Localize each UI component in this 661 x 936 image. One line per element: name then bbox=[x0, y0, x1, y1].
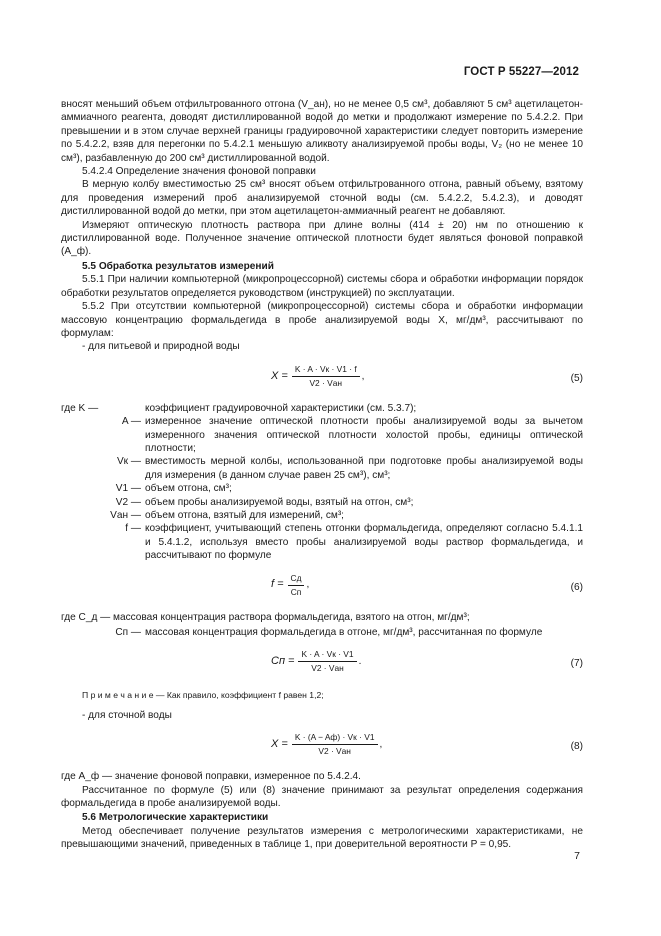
formula-5: X = $\frac{K \cdot A \cdot Vк \cdot V1 \cdot f}{\text{V2 · Vан}}$ , (5) bbox=[271, 363, 583, 388]
definitions-list bbox=[61, 402, 583, 563]
formula-fraction bbox=[292, 364, 360, 389]
list-item: - для питьевой и природной воды bbox=[82, 341, 240, 353]
formula-7: Cп = $\frac{K \cdot A \cdot Vк \cdot V1}{\text{V2 · Vан}}$ . (7) bbox=[271, 649, 583, 674]
definition-item: A — измеренное значение оптической плотности пробы анализируемой воды за вычетом измеренного значения оптической плотности холостой пробы, единицы оптической плотности; bbox=[121, 416, 583, 454]
formula-number: (5) bbox=[570, 372, 583, 384]
formula-lhs: f = bbox=[271, 578, 284, 591]
subsection-title: 5.4.2.4 Определение значения фоновой поправки bbox=[82, 166, 316, 178]
definition-lead: где C_д — массовая концентрация раствора формальдегида, взятого на отгон, мг/дм³; bbox=[61, 611, 470, 623]
page-number: 7 bbox=[574, 850, 580, 862]
formula-denominator: Cп bbox=[290, 586, 302, 597]
definition-item: где K — коэффициент градуировочной характеристики (см. 5.3.7); bbox=[61, 402, 417, 414]
formula-fraction bbox=[292, 732, 378, 757]
definition-lead: где A_ф — значение фоновой поправки, измеренное по 5.4.2.4. bbox=[61, 771, 361, 783]
definitions-list bbox=[61, 626, 583, 639]
formula-number: (6) bbox=[570, 581, 583, 593]
paragraph: вносят меньший объем отфильтрованного отгона (V_ан), но не менее 0,5 см³, добавляют 5 см³ ацетилацетон-аммиачного реагента, доводят дистиллированной водой до метки и продолжают измерение по 5.4.2.2. При превышении и в этом случае верхней границы градуировочной характеристики следует повторить измерение по 5.4.2.2, взяв для перегонки по 5.4.2.1 меньшую аликвоту анализируемой пробы воды, V₂ (но не менее 10 см³), разбавленную до 200 см³ дистиллированной водой. bbox=[61, 99, 583, 164]
definition-item: Vан — объем отгона, взятый для измерений, см³; bbox=[110, 509, 344, 521]
formula-6: f = $\frac{Cд}{Cп}$ , (6) bbox=[271, 572, 583, 597]
definition-item: f — коэффициент, учитывающий степень отгонки формальдегида, определяют согласно 5.4.1.1 и 5.4.1.2, используя вместо пробы анализируемой воды раствор формальдегида, и рассчитывают по формуле bbox=[125, 523, 583, 562]
paragraph: Метод обеспечивает получение результатов измерения с метрологическими характеристиками, не превышающими значений, приведенных в таблице 1, при доверительной вероятности P = 0,95. bbox=[61, 825, 583, 851]
formula-denominator: V2 · Vан bbox=[311, 663, 344, 674]
paragraph: В мерную колбу вместимостью 25 см³ вносят объем отфильтрованного отгона, равный объему, взятому для проведения измерений проб анализируемой сточной воды (см. 5.4.2.2, 5.4.2.3), и доводят дистиллированной водой до метки, при этом ацетилацетон-аммиачный реагент не добавляют. bbox=[61, 179, 583, 218]
formula-denominator: V2 · Vан bbox=[318, 746, 351, 757]
note: П р и м е ч а н и е — Как правило, коэффициент f равен 1,2; bbox=[82, 690, 324, 701]
formula-numerator: K · (A − Aф) · Vк · V1 bbox=[292, 732, 378, 745]
formula-number: (7) bbox=[570, 658, 583, 670]
list-item: - для сточной воды bbox=[82, 709, 172, 721]
formula-8: X = $\frac{K \cdot (A - Aф) \cdot Vк \cdot V1}{\text{V2 · Vан}}$ , (8) bbox=[271, 732, 583, 757]
paragraph: 5.5.1 При наличии компьютерной (микропроцессорной) системы сбора и обработки информации порядок обработки результатов определяется руководством (инструкцией) по эксплуатации. bbox=[61, 274, 583, 299]
section-heading: 5.5 Обработка результатов измерений bbox=[82, 260, 274, 272]
formula-fraction bbox=[288, 573, 305, 598]
definition-item: Cп — массовая концентрация формальдегида в отгоне, мг/дм³, рассчитанная по формуле bbox=[115, 627, 543, 638]
definition-item: Vк — вместимость мерной колбы, использованной при подготовке пробы анализируемой воды для измерения (в данном случае равен 25 см³), см³; bbox=[116, 456, 583, 481]
section-heading: 5.6 Метрологические характеристики bbox=[82, 812, 269, 824]
formula-lhs: X = bbox=[271, 369, 288, 382]
formula-denominator: V2 · Vан bbox=[309, 377, 343, 388]
formula-lhs: X = bbox=[271, 738, 288, 751]
paragraph: Измеряют оптическую плотность раствора при длине волны (414 ± 20) нм по отношению к дистиллированной воде. Полученное значение оптической плотности будет являться фоновой поправкой (A_ф). bbox=[61, 219, 583, 258]
definition-item: V1 — объем отгона, см³; bbox=[115, 483, 232, 495]
formula-numerator: K · A · Vк · V1 bbox=[298, 649, 356, 662]
formula-fraction bbox=[298, 649, 356, 674]
paragraph: Рассчитанное по формуле (5) или (8) значение принимают за результат определения содержания формальдегида в пробе анализируемой воды. bbox=[61, 784, 583, 810]
definition-item: V2 — объем пробы анализируемой воды, взятый на отгон, см³; bbox=[115, 496, 414, 508]
formula-lhs: Cп = bbox=[271, 655, 295, 668]
formula-numerator: Cд bbox=[288, 573, 305, 586]
formula-number: (8) bbox=[570, 741, 583, 753]
page-header: ГОСТ Р 55227—2012 bbox=[463, 66, 579, 78]
formula-numerator: K · A · Vк · V1 · f bbox=[292, 364, 360, 377]
page-body bbox=[61, 98, 583, 852]
paragraph: 5.5.2 При отсутствии компьютерной (микропроцессорной) системы сбора и обработки информации массовую концентрацию формальдегида в пробе анализируемой воды X, мг/дм³, рассчитывают по формулам: bbox=[61, 301, 583, 339]
